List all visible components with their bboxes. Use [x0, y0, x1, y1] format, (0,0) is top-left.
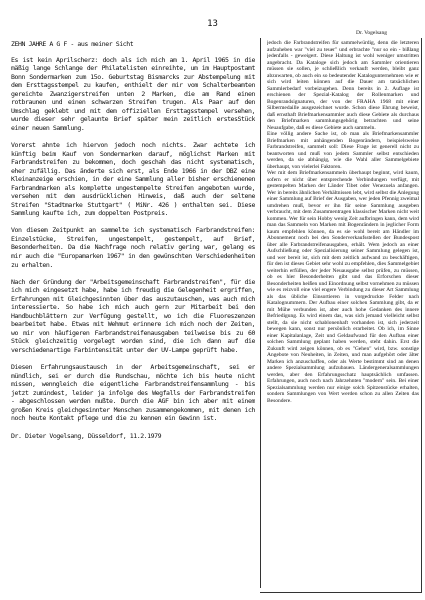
- right-paragraph-3: Wer mit dem Briefmarkensammeln überhaupt beginnt, wird kaum, sofern er nicht über entsprechende Verbindungen verfügt, mit gestempelten Marken der Länder Tibet oder Venezuela anfangen. Wer in bereits ähnlichen Verhältnissen lebt, wird selbst die Anlegung einer Sammlung auf Brief der Ausgaben, wer jeden Pfennig zweimal umdrehen muß, bevor er ihn für seine Sammlung ausgeben verbraucht, mit dem Zusammentragen klassischer Marken nicht weit kommen. Wer für sein Hobby wenig Zeit aufbringen kann, dem wird man das Sammeln von Marken mit Bogenrändern in jeglicher Form kaum empfehlen können, da es sie wohl bereit am Händler im Abonnement noch bei den Sonderverkaufsstellen der Bundespost über alle Farbrandstreifenausgaben, erhält. Wem jedoch an einer Aufschließung oder Spezialisierung seiner Sammlung gelegen ist, und wer bereit ist, sich mit dem zeitlich aufwand zu beschäftigen, für den ist dieses Gebiet sehr wohl zu empfehlen, dies Sammelgebiet weiterhin erfüllen, der jeder Neuausgabe selbst prüfen, zu müssen, ob es hier Besonderheiten gibt und das Erforschen dieser Besonderheiten heißen und Einordnung selbst vornehmen zu müssen wie es reizvoll eine viel engere Verbindung zu dieser Art Sammlung als das übliche Einsortieren in vorgedruckte Felder nach Katalognummern. Der Aufbau einer solchen Sammlung gibt, da er mit Mühe verbunden ist, aber auch hohe Gedanken des innere Befriedigung. Es wird einem das, was sich jemand vielleicht selbst stellt, da sie nicht schablonenhaft vorhanden ist, sich jederzeit bewegen kann, sonst nur persönlich erarbeitet. Ob ich, im Sinne einer Kapitalanlage, Zeit und Geldaufwand für den Aufbau einer solchen Sammlung geplant haben werden, steht dahin. Erst die Zukunft wird zeigen können, ob es "Gehen" wird, bzw. sonstige Angebote von Neuheiten, in Zeiten, und man aufgehört oder älter Marken ich anzuschaffen, oder als Werte bestimmt sind an denen andere Spezialsammlung aufzubauen. Ländergeneralsammlungen werden, aber den Erfahrungsschatz hauptsächlich umfassen. Erfahrungen, auch noch nach Jahrzehnten "modern" sein. Bei einer Spezialsammlung werden nur einige solch Spitzenstücke erhalten, sondern Sammlungen von Wert werden schon zu allen Zeiten das Besondere.: [267, 170, 419, 404]
- article-heading: ZEHN JAHRE A G F - aus meiner Sicht: [11, 40, 134, 48]
- left-paragraph-1: Es ist kein Aprilscherz: doch als ich mich am 1. April 1965 in die mäßig lange Schlange der Philatelisten einreihte, um im Hauptpostamt Bonn Sondermarken zum 15o. Geburtstag Bismarcks zur Abstempelung mit dem Ersttagsstempel zu kaufen, enthielt der mir vom Schalterbeamten gereichte Zwanzigerstreifen unten 2 Marken, die am Rand einen rotbraunen und einen schwarzen Streifen trugen. Als Paar auf den Umschlag geklebt und mit dem offiziellen Ersttagsstempel versehen, wurde dieser sehr gelaunte Brief später mein zeitlich erstesStück einer neuen Sammlung.: [11, 55, 255, 132]
- right-column: [267, 40, 419, 580]
- left-paragraph-3: Von diesem Zeitpunkt an sammelte ich systematisch Farbrandstreifen: Einzelstücke, Streifen, ungestempelt, gestempelt, auf Brief, Besonderheiten. Da die Nachfrage noch relativ gering war, gelang es mir auch die "Europamarken 1967" in den gewünschten Verschiedenheiten zu erhalten.: [11, 226, 255, 269]
- left-column: [11, 40, 255, 588]
- author-signature: Dr. Dieter Vogelsang, Düsseldorf, 11.2.1979: [11, 431, 162, 440]
- left-paragraph-4: Nach der Gründung der "Arbeitsgemeinschaft Farbrandstreifen", für die ich mich eingesetzt habe, habe ich freudig die Gelegenheit ergriffen, Erfahrungen mit Gleichgesinnten über das auszutauschen, was auch mich interessierte. So habe ich mich auch gern zur Mitarbeit bei den Handbuchblättern zur Verfügung gestellt, wo ich die Fluoreszenzen bearbeitet habe. Etwas mit Wehmut erinnere ich mich noch der Zeiten, wo mir von häufigeren Farbrandstreifenausgaben teilweise bis zu 60 Stück gleichzeitig vorgelegt worden sind, die ich dann auf die verschiedenartige Farbintensität unter der UV-Lampe geprüft habe.: [11, 277, 255, 354]
- right-paragraph-1: jedoch die Farbrandstreifen für sammelwürdig, denn die letzteren aufzuheben war "viel zu teuer" und erbrachte "nur so ein - bißlang jedenfalls - geweigert. Diese Haltung ist wohl weniger umstritten angebracht. Da Kataloge sich jedoch am Sammler orientieren müssen sie sollen, je schließlich verkauft werden, bleibt ganz abzuwarten, ob auch ein so bedeutender Katalogunternehmen wie er sich wird leiten können auf die Dauer am tatsächlichen Sammlerbedarf vorbeizugehen. Denn bereits in 2. Auflage ist erschienen der Spezial-Katalog der Rollenmarken und Bogenrandsignaturen, der von der FRAHA 1968 mit einer Silbermedaille ausgezeichnet wurde. Schon diese Ehrung beweist, daß ernsthaft Briefmarkensammler auch diese Gebiete als durchaus den Briefmarken sammlungsgehörig betrachten und seine Neuaufgabe, daß es diese Gebiete auch sammeln.: [267, 40, 419, 131]
- running-head: Dr. Vogelsang: [356, 30, 387, 36]
- left-paragraph-5: Diesen Erfahrungsaustausch in der Arbeitsgemeinschaft, sei er mündlich, sei er durch die Rundschau, möchte ich bis heute nicht missen, wenngleich die eigentliche Farbrandstreifensammlung - bis jetzt zumindest, leider ja infolge des Wegfalls der Farbrandstreifen - abgeschlossen werden mußte. Durch die AGF bin ich aber mit einem großen Kreis gleichgesinnter Menschen zusammengekommen, mit denen ich noch heute Kontakt pflege und die zu kennen ein Gewinn ist.: [11, 363, 255, 423]
- box-bottom-rule: [260, 592, 422, 593]
- page-number: 13: [207, 19, 218, 29]
- column-divider-left: [260, 38, 261, 588]
- right-paragraph-2: Eine völlig andere Sache ist, ob man als Briefmarkensammler Briefmarken mit anhängenden Bogenrändern, beispielsweise Farbrandstreifen, sammelt soll: Diese Frage ist generell nicht zu beantworten und muß von jedem Sammler selbst entschieden werden, da sie abhängig, wie die Wahl aller Sammelgebiete überhaupt, von vielerlei Faktoren.: [267, 131, 419, 170]
- column-divider-right: [421, 38, 422, 593]
- left-paragraph-2: Vorerst ahnte ich hiervon jedoch noch nichts. Zwar achtete ich künftig beim Kauf von Sondermarken darauf, möglichst Marken mit Farbrandstreifen zu bekommen, doch geschah das nicht systematisch, eher zufällig. Das änderte sich erst, als Ende 1966 in der DBZ eine Kleinanzeige erschien, in der eine Sammlung aller bisher erschienenen Farbrandmarken als komplette ungestempelte Streifen angeboten wurde, versehen mit dem ausdrücklichen Hinweis, daß auch der seltene Streifen "Stadtmarke Stuttgart" ( MiNr. 426 ) enthalten sei. Diese Sammlung kaufte ich, zum doppelten Postpreis.: [11, 140, 255, 218]
